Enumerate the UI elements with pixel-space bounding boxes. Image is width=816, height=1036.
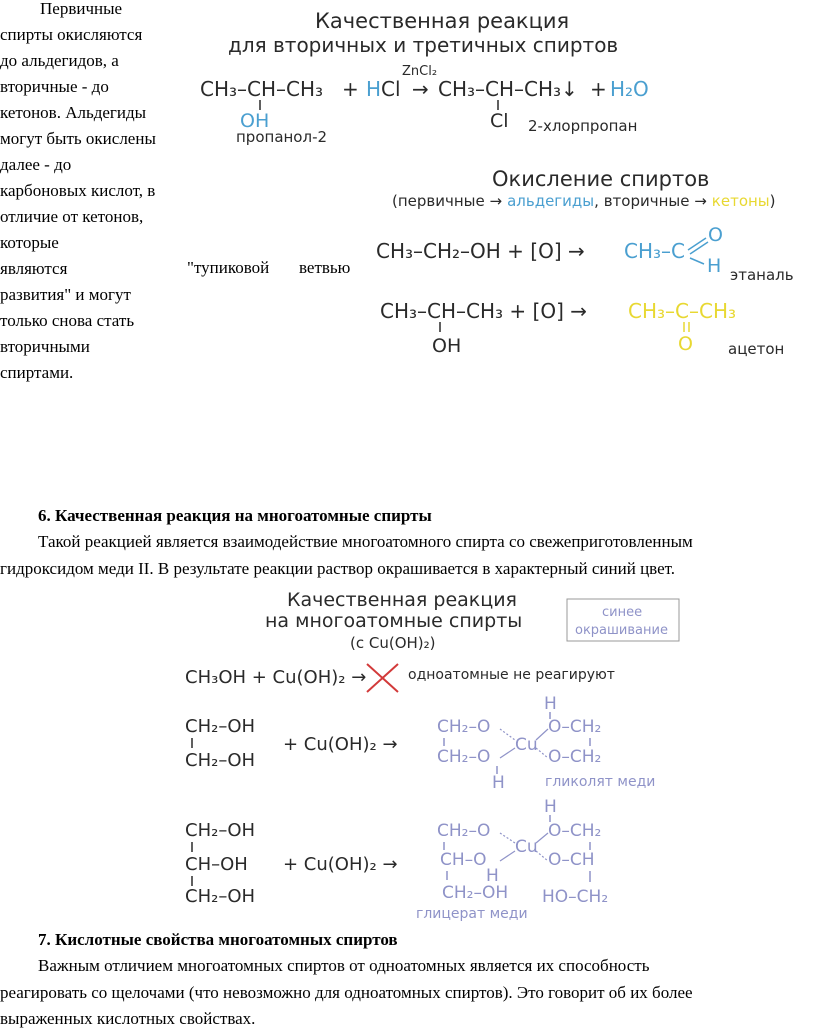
monoalcohol-reaction: CH₃OH + Cu(OH)₂ → (185, 667, 367, 688)
left-line: вторичные - до (0, 77, 109, 96)
r1-water: H₂O (610, 77, 649, 101)
left-line: только снова стать (0, 311, 135, 330)
chemistry-board-polyols (170, 584, 690, 924)
r2-single-bond (690, 258, 704, 264)
r2-left: CH₃–CH₂–OH + [O] → (376, 239, 585, 263)
r1-cl-sub: Cl (490, 110, 509, 132)
r1-oh: OH (240, 110, 270, 132)
ox-sub-ket: кетоны (711, 192, 770, 210)
section-6-para-line: Такой реакцией является взаимодействие многоатомного спирта со свежеприготовленным (38, 532, 693, 551)
glycol-reactant: + Cu(OH)₂ → (283, 734, 398, 755)
ox-subtitle (392, 192, 776, 210)
dead-end-word: "тупиковой (187, 258, 270, 277)
section-7-heading: 7. Кислотные свойства многоатомных спиртов (38, 930, 398, 949)
board2-title-3: (с Cu(OH)₂) (350, 634, 436, 652)
ox-title: Окисление спиртов (492, 167, 710, 191)
section-6-heading: 6. Качественная реакция на многоатомные спирты (38, 506, 432, 525)
glycerate-cu-bond-1 (500, 833, 515, 843)
glycolate-cu-bond-1 (500, 729, 515, 740)
left-line: вторичными (0, 337, 90, 356)
left-line: могут быть окислены (0, 129, 156, 148)
glycol-bottom: CH₂–OH (185, 750, 256, 771)
left-line: спиртами. (0, 363, 74, 382)
glycerate-cu-bond-3 (536, 833, 548, 843)
r3-o: O (678, 333, 693, 355)
glycerate-r1: O–CH₂ (548, 821, 602, 841)
left-text-column (0, 0, 180, 386)
glycerate-r3: HO–CH₂ (542, 887, 609, 907)
ox-sub-open: (первичные → (392, 192, 503, 210)
glycerol-2: CH–OH (185, 854, 248, 875)
glycerate-cu-bond-4 (536, 851, 548, 861)
badge-line-2: окрашивание (575, 623, 668, 638)
badge-line-1: синее (602, 605, 643, 620)
glycerate-h-mid: H (486, 866, 499, 886)
glycerate-cu-bond-2 (500, 851, 515, 861)
left-line: кетонов. Альдегиды (0, 103, 147, 122)
r3-prod: CH₃–C–CH₃ (628, 299, 737, 323)
r2-label: этаналь (730, 266, 794, 284)
ox-sub-mid: , вторичные → (594, 192, 707, 210)
left-line: карбоновых кислот, в (0, 181, 156, 200)
qual-title-2: для вторичных и третичных спиртов (228, 33, 619, 57)
glycerol-1: CH₂–OH (185, 820, 256, 841)
r1-plus1: + (342, 77, 359, 101)
left-line: являются (0, 259, 68, 278)
glycol-top: CH₂–OH (185, 716, 256, 737)
r2-prod: CH₃–C (624, 239, 685, 263)
qual-title-1: Качественная реакция (315, 9, 570, 33)
chemistry-board-oxidation (190, 0, 816, 380)
section-7-para-line: реагировать со щелочами (что невозможно для одноатомных спиртов). Это говорит об их более (0, 983, 693, 1002)
glycerate-h-top: H (544, 797, 557, 817)
glycolate-cu-bond-2 (500, 748, 515, 758)
left-line: Первичные (40, 0, 123, 18)
r1-label-right: 2-хлорпропан (528, 117, 638, 135)
left-line: до альдегидов, а (0, 51, 119, 70)
glycerol-3: CH₂–OH (185, 886, 256, 907)
r1-arrow: → (412, 77, 429, 101)
glycolate-bl: CH₂–O (437, 747, 491, 767)
glycolate-tr: O–CH₂ (548, 717, 602, 737)
section-7-para-line: Важным отличием многоатомных спиртов от одноатомных является их способность (38, 956, 650, 975)
ox-sub-ald: альдегиды (507, 192, 595, 210)
glycerate-l3: CH₂–OH (442, 883, 509, 903)
section-6-para-line: гидроксидом меди II. В результате реакции раствор окрашивается в характерный синий цвет. (0, 559, 676, 578)
board2-title-2: на многоатомные спирты (265, 610, 523, 632)
ox-sub-close: ) (769, 192, 776, 210)
r3-label: ацетон (728, 340, 785, 358)
board2-title-1: Качественная реакция (287, 589, 517, 611)
left-line: отличие от кетонов, (0, 207, 144, 226)
r2-o: O (708, 224, 723, 246)
r2-double-bond-2 (690, 242, 708, 254)
glycerate-l1: CH₂–O (437, 821, 491, 841)
r1-right: CH₃–CH–CH₃↓ (438, 77, 578, 101)
glycolate-cu-bond-3 (536, 729, 548, 740)
glycolate-cu: Cu (515, 735, 538, 755)
left-line: которые (0, 233, 59, 252)
r2-double-bond-1 (688, 238, 706, 250)
r3-oh: OH (432, 335, 462, 357)
dead-end-word: ветвью (299, 258, 351, 277)
r1-label-left: пропанол-2 (236, 128, 328, 146)
r2-h: H (707, 255, 722, 277)
glycerate-l2: CH–O (440, 850, 487, 870)
glycolate-br: O–CH₂ (548, 747, 602, 767)
glycolate-h-top: H (544, 694, 557, 714)
left-line: далее - до (0, 155, 72, 174)
glycolate-h-bottom: H (492, 773, 505, 793)
r1-h: H (366, 77, 382, 101)
glycerate-label: глицерат меди (416, 906, 528, 922)
left-line: развития" и могут (0, 285, 131, 304)
glycolate-label: гликолят меди (545, 774, 656, 790)
r1-plus2: + (590, 77, 607, 101)
r1-cat: ZnCl₂ (402, 64, 438, 79)
glycerate-cu: Cu (515, 837, 538, 857)
monoalcohol-note: одноатомные не реагируют (408, 667, 615, 683)
r3-left: CH₃–CH–CH₃ + [O] → (380, 299, 587, 323)
r1-left: CH₃–CH–CH₃ (200, 77, 324, 101)
r1-cl: Cl (381, 77, 401, 101)
glycerate-r2: O–CH (548, 850, 595, 870)
glycerol-reactant: + Cu(OH)₂ → (283, 854, 398, 875)
glycolate-cu-bond-4 (536, 748, 548, 758)
section-7-para-line: выраженных кислотных свойствах. (0, 1009, 256, 1028)
left-line: спирты окисляются (0, 25, 143, 44)
glycolate-tl: CH₂–O (437, 717, 491, 737)
